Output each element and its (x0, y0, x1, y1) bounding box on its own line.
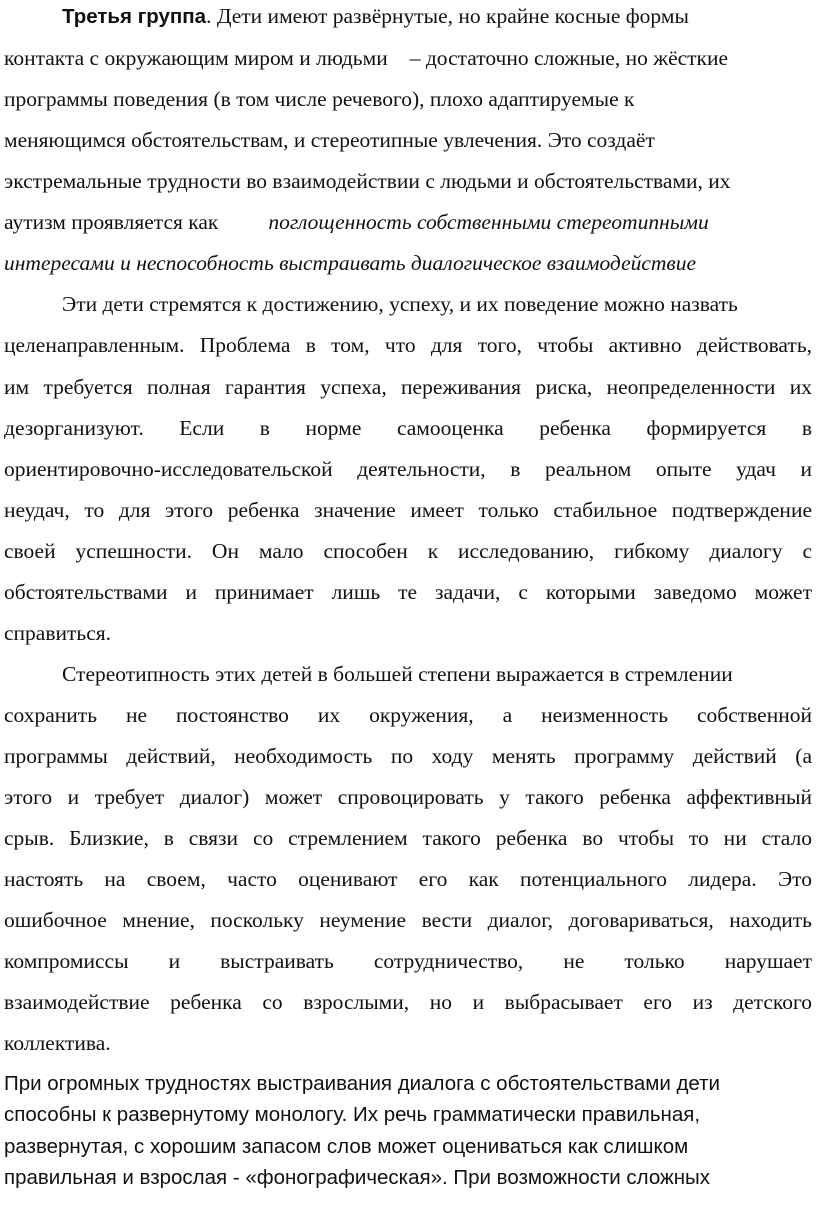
paragraph-2-line-5: ориентировочно-исследовательской деятельности, в реальном опыте удач и (4, 457, 812, 481)
paragraph-2-line-4: дезорганизуют. Если в норме самооценка ребенка формируется в (4, 416, 812, 440)
paragraph-1-text: контакта с окружающим миром и людьми (4, 46, 388, 70)
paragraph-3-line-3: программы действий, необходимость по ходу менять программу действий (а (4, 744, 812, 768)
paragraph-1-line-6 (4, 212, 812, 234)
paragraph-2-line-6: неудач, то для этого ребенка значение имеет только стабильное подтверждение (4, 498, 812, 522)
paragraph-1-text: аутизм проявляется как (4, 210, 219, 234)
paragraph-2-line-1: Эти дети стремятся к достижению, успеху, и их поведение можно назвать (62, 292, 738, 316)
paragraph-2-line-8: обстоятельствами и принимает лишь те задачи, с которыми заведомо может (4, 580, 812, 604)
paragraph-2-line-9: справиться. (4, 621, 112, 645)
paragraph-2-line-3: им требуется полная гарантия успеха, переживания риска, неопределенности их (4, 375, 812, 399)
paragraph-3-line-2: сохранить не постоянство их окружения, а неизменность собственной (4, 703, 812, 727)
section-heading: Третья группа (62, 5, 207, 28)
paragraph-3-line-9: взаимодействие ребенка со взрослыми, но и выбрасывает его из детского (4, 990, 812, 1014)
paragraph-1-text: – достаточно сложные, но жёсткие (409, 46, 729, 70)
paragraph-2-line-2: целенаправленным. Проблема в том, что для того, чтобы активно действовать, (4, 333, 812, 357)
paragraph-1-line-3: программы поведения (в том числе речевого), плохо адаптируемые к (4, 87, 635, 111)
emphasis-text: поглощенность собственными стереотипными (268, 210, 709, 234)
paragraph-3-line-4: этого и требует диалог) может спровоцировать у такого ребенка аффективный (4, 785, 812, 809)
paragraph-2-line-7: своей успешности. Он мало способен к исследованию, гибкому диалогу с (4, 539, 812, 563)
paragraph-1-text: . Дети имеют развёрнутые, но крайне косные формы (206, 4, 689, 28)
paragraph-1-line-2 (4, 48, 812, 70)
paragraph-3-line-7: ошибочное мнение, поскольку неумение вести диалог, договариваться, находить (4, 908, 812, 932)
paragraph-4-line-2: способны к развернутому монологу. Их речь грамматически правильная, (4, 1103, 701, 1126)
paragraph-4-line-3: развернутая, с хорошим запасом слов может оцениваться как слишком (4, 1135, 689, 1158)
paragraph-3-line-5: срыв. Близкие, в связи со стремлением такого ребенка во чтобы то ни стало (4, 826, 812, 850)
paragraph-3-line-10: коллектива. (4, 1031, 111, 1055)
paragraph-1-line-4: меняющимся обстоятельствам, и стереотипные увлечения. Это создаёт (4, 128, 655, 152)
paragraph-1-line-5: экстремальные трудности во взаимодействии с людьми и обстоятельствами, их (4, 169, 731, 193)
paragraph-1-line-7: интересами и неспособность выстраивать диалогическое взаимодействие (4, 251, 697, 275)
paragraph-4-line-4: правильная и взрослая - «фонографическая». При возможности сложных (4, 1166, 711, 1189)
paragraph-4-line-1: При огромных трудностях выстраивания диалога с обстоятельствами дети (4, 1072, 720, 1095)
paragraph-1-line-1 (62, 6, 816, 28)
paragraph-3-line-1: Стереотипность этих детей в большей степени выражается в стремлении (62, 662, 733, 686)
paragraph-3-line-8: компромиссы и выстраивать сотрудничество, не только нарушает (4, 949, 812, 973)
paragraph-3-line-6: настоять на своем, часто оценивают его как потенциального лидера. Это (4, 867, 812, 891)
